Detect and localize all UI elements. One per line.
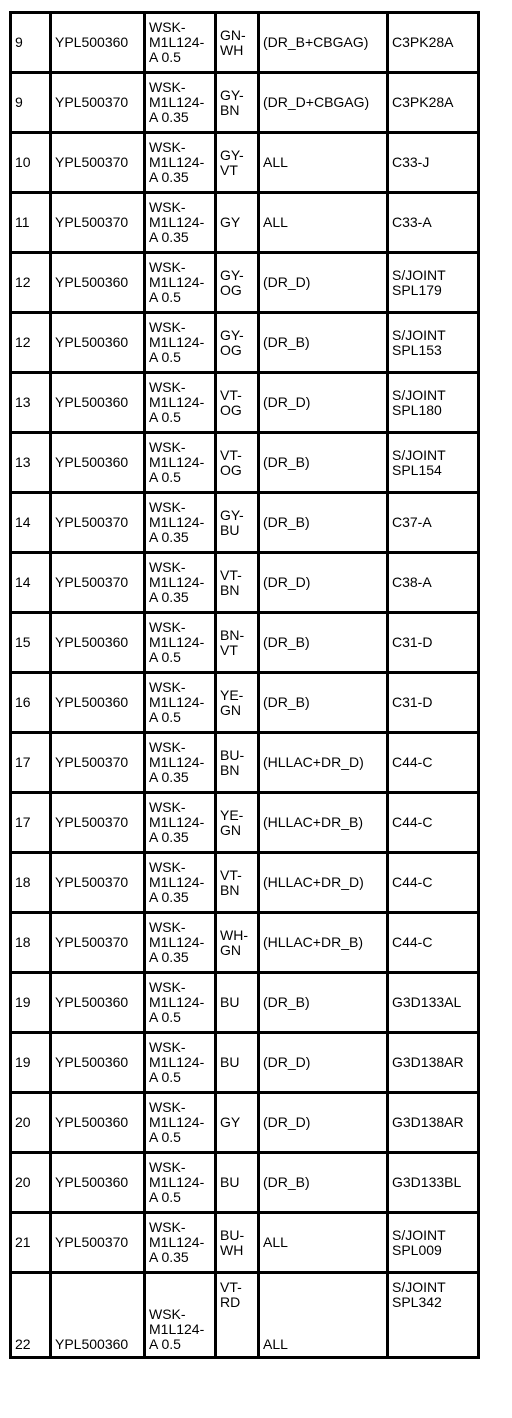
table-row: [11, 193, 479, 253]
cell-part-number: YPL500360: [51, 1153, 145, 1213]
cell-wire-color: GY- BN: [216, 73, 259, 133]
cell-number: 14: [11, 553, 51, 613]
cell-wire-color: VT- BN: [216, 553, 259, 613]
cell-wire-color: VT- OG: [216, 433, 259, 493]
cell-wire-spec: WSK- M1L124- A 0.35: [145, 1213, 216, 1273]
cell-number: 12: [11, 253, 51, 313]
cell-condition: (DR_B): [259, 613, 388, 673]
cell-connector: C3PK28A: [388, 73, 479, 133]
cell-connector: C31-D: [388, 613, 479, 673]
cell-connector: G3D138AR: [388, 1093, 479, 1153]
table-row: [11, 853, 479, 913]
cell-number: 13: [11, 373, 51, 433]
table-row: [11, 553, 479, 613]
cell-wire-color: VT- RD: [216, 1273, 259, 1358]
table-row: [11, 1093, 479, 1153]
cell-wire-spec: WSK- M1L124- A 0.35: [145, 73, 216, 133]
table-row: [11, 1033, 479, 1093]
cell-number: 13: [11, 433, 51, 493]
cell-number: 17: [11, 793, 51, 853]
cell-wire-spec: WSK- M1L124- A 0.35: [145, 913, 216, 973]
table-row: [11, 973, 479, 1033]
cell-connector: C31-D: [388, 673, 479, 733]
cell-part-number: YPL500360: [51, 1093, 145, 1153]
cell-wire-color: WH- GN: [216, 913, 259, 973]
table-row: [11, 673, 479, 733]
cell-connector: G3D138AR: [388, 1033, 479, 1093]
cell-wire-color: BU- BN: [216, 733, 259, 793]
cell-part-number: YPL500360: [51, 673, 145, 733]
table-row: [11, 493, 479, 553]
wiring-table: [9, 11, 480, 1359]
cell-condition: (HLLAC+DR_B): [259, 913, 388, 973]
cell-wire-color: GY: [216, 1093, 259, 1153]
cell-number: 9: [11, 13, 51, 73]
cell-wire-color: YE- GN: [216, 673, 259, 733]
cell-condition: ALL: [259, 1273, 388, 1358]
cell-connector: C33-J: [388, 133, 479, 193]
cell-part-number: YPL500370: [51, 733, 145, 793]
table-row: [11, 733, 479, 793]
table-row: [11, 613, 479, 673]
cell-wire-spec: WSK- M1L124- A 0.35: [145, 493, 216, 553]
cell-condition: ALL: [259, 193, 388, 253]
cell-part-number: YPL500360: [51, 973, 145, 1033]
cell-connector: S/JOINT SPL342: [388, 1273, 479, 1358]
cell-part-number: YPL500370: [51, 1213, 145, 1273]
cell-condition: (DR_B+CBGAG): [259, 13, 388, 73]
cell-condition: (DR_B): [259, 973, 388, 1033]
cell-wire-spec: WSK- M1L124- A 0.5: [145, 973, 216, 1033]
cell-wire-spec: WSK- M1L124- A 0.5: [145, 433, 216, 493]
cell-wire-color: GY- VT: [216, 133, 259, 193]
table-row: [11, 433, 479, 493]
cell-part-number: YPL500360: [51, 1033, 145, 1093]
table-row: [11, 313, 479, 373]
cell-connector: C3PK28A: [388, 13, 479, 73]
table-row: [11, 1153, 479, 1213]
cell-wire-spec: WSK- M1L124- A 0.5: [145, 13, 216, 73]
cell-wire-color: BU: [216, 973, 259, 1033]
cell-connector: C38-A: [388, 553, 479, 613]
cell-wire-spec: WSK- M1L124- A 0.5: [145, 673, 216, 733]
cell-number: 12: [11, 313, 51, 373]
cell-part-number: YPL500370: [51, 853, 145, 913]
table-row: [11, 1273, 479, 1358]
cell-part-number: YPL500360: [51, 1273, 145, 1358]
cell-wire-spec: WSK- M1L124- A 0.5: [145, 373, 216, 433]
cell-wire-spec: WSK- M1L124- A 0.5: [145, 253, 216, 313]
cell-number: 18: [11, 853, 51, 913]
cell-number: 10: [11, 133, 51, 193]
cell-wire-spec: WSK- M1L124- A 0.35: [145, 193, 216, 253]
cell-wire-spec: WSK- M1L124- A 0.35: [145, 853, 216, 913]
cell-condition: (DR_D): [259, 253, 388, 313]
cell-condition: (DR_B): [259, 313, 388, 373]
cell-connector: G3D133BL: [388, 1153, 479, 1213]
cell-part-number: YPL500370: [51, 553, 145, 613]
cell-part-number: YPL500360: [51, 313, 145, 373]
cell-connector: S/JOINT SPL180: [388, 373, 479, 433]
cell-condition: (DR_B): [259, 673, 388, 733]
cell-part-number: YPL500360: [51, 613, 145, 673]
cell-condition: ALL: [259, 1213, 388, 1273]
cell-wire-spec: WSK- M1L124- A 0.5: [145, 1273, 216, 1358]
cell-wire-color: GN- WH: [216, 13, 259, 73]
cell-condition: ALL: [259, 133, 388, 193]
table-row: [11, 373, 479, 433]
cell-wire-spec: WSK- M1L124- A 0.5: [145, 613, 216, 673]
cell-number: 22: [11, 1273, 51, 1358]
cell-wire-color: VT- OG: [216, 373, 259, 433]
cell-condition: (DR_D): [259, 553, 388, 613]
cell-number: 19: [11, 1033, 51, 1093]
cell-condition: (DR_B): [259, 433, 388, 493]
cell-wire-spec: WSK- M1L124- A 0.35: [145, 793, 216, 853]
cell-connector: S/JOINT SPL153: [388, 313, 479, 373]
cell-wire-color: BU: [216, 1153, 259, 1213]
cell-number: 18: [11, 913, 51, 973]
cell-number: 9: [11, 73, 51, 133]
cell-wire-color: GY- BU: [216, 493, 259, 553]
cell-number: 16: [11, 673, 51, 733]
cell-condition: (DR_D): [259, 1093, 388, 1153]
cell-condition: (HLLAC+DR_D): [259, 853, 388, 913]
wiring-table-body: [11, 13, 479, 1358]
cell-condition: (HLLAC+DR_B): [259, 793, 388, 853]
cell-connector: S/JOINT SPL009: [388, 1213, 479, 1273]
cell-number: 17: [11, 733, 51, 793]
cell-connector: C44-C: [388, 793, 479, 853]
table-row: [11, 1213, 479, 1273]
cell-condition: (DR_D): [259, 1033, 388, 1093]
cell-part-number: YPL500360: [51, 433, 145, 493]
table-row: [11, 13, 479, 73]
cell-wire-color: BN- VT: [216, 613, 259, 673]
cell-number: 20: [11, 1093, 51, 1153]
cell-number: 19: [11, 973, 51, 1033]
cell-connector: C37-A: [388, 493, 479, 553]
cell-part-number: YPL500370: [51, 493, 145, 553]
cell-wire-spec: WSK- M1L124- A 0.5: [145, 1093, 216, 1153]
cell-wire-color: VT- BN: [216, 853, 259, 913]
cell-wire-spec: WSK- M1L124- A 0.5: [145, 313, 216, 373]
cell-connector: C44-C: [388, 733, 479, 793]
table-row: [11, 133, 479, 193]
cell-wire-spec: WSK- M1L124- A 0.35: [145, 733, 216, 793]
cell-condition: (DR_B): [259, 493, 388, 553]
cell-wire-spec: WSK- M1L124- A 0.35: [145, 553, 216, 613]
cell-part-number: YPL500360: [51, 253, 145, 313]
cell-condition: (DR_D): [259, 373, 388, 433]
cell-wire-color: YE- GN: [216, 793, 259, 853]
cell-condition: (DR_B): [259, 1153, 388, 1213]
cell-connector: C44-C: [388, 913, 479, 973]
cell-wire-color: BU- WH: [216, 1213, 259, 1273]
cell-part-number: YPL500370: [51, 193, 145, 253]
cell-wire-spec: WSK- M1L124- A 0.5: [145, 1033, 216, 1093]
cell-number: 21: [11, 1213, 51, 1273]
table-row: [11, 73, 479, 133]
cell-condition: (HLLAC+DR_D): [259, 733, 388, 793]
cell-part-number: YPL500360: [51, 13, 145, 73]
cell-wire-color: GY: [216, 193, 259, 253]
cell-part-number: YPL500360: [51, 373, 145, 433]
cell-part-number: YPL500370: [51, 793, 145, 853]
cell-number: 14: [11, 493, 51, 553]
cell-part-number: YPL500370: [51, 913, 145, 973]
cell-number: 11: [11, 193, 51, 253]
table-row: [11, 793, 479, 853]
cell-connector: C33-A: [388, 193, 479, 253]
cell-connector: S/JOINT SPL154: [388, 433, 479, 493]
cell-wire-color: GY- OG: [216, 253, 259, 313]
cell-connector: S/JOINT SPL179: [388, 253, 479, 313]
cell-wire-color: BU: [216, 1033, 259, 1093]
cell-number: 20: [11, 1153, 51, 1213]
table-row: [11, 913, 479, 973]
cell-connector: G3D133AL: [388, 973, 479, 1033]
cell-part-number: YPL500370: [51, 133, 145, 193]
cell-wire-color: GY- OG: [216, 313, 259, 373]
table-row: [11, 253, 479, 313]
cell-wire-spec: WSK- M1L124- A 0.5: [145, 1153, 216, 1213]
cell-wire-spec: WSK- M1L124- A 0.35: [145, 133, 216, 193]
cell-number: 15: [11, 613, 51, 673]
cell-connector: C44-C: [388, 853, 479, 913]
cell-condition: (DR_D+CBGAG): [259, 73, 388, 133]
cell-part-number: YPL500370: [51, 73, 145, 133]
